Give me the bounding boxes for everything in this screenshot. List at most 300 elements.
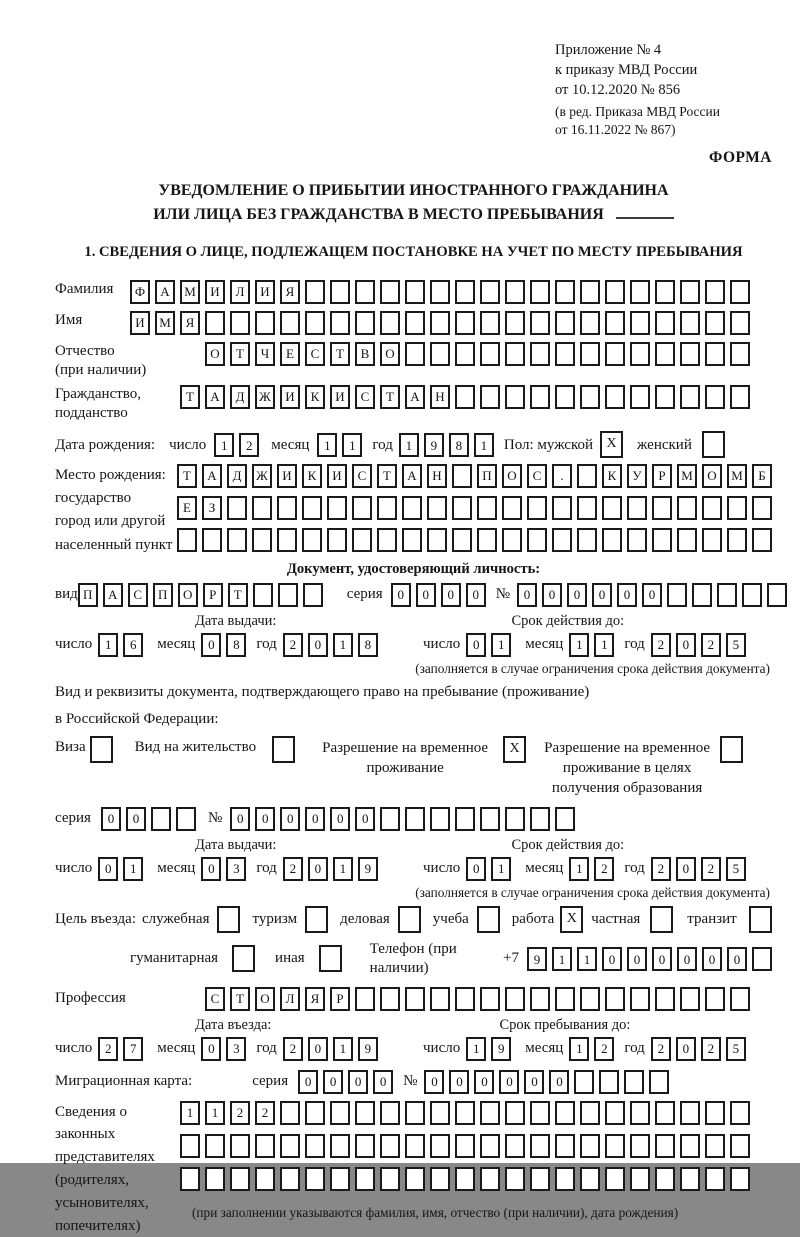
firstname-char-box[interactable] (680, 311, 700, 335)
citizenship-char-box[interactable] (480, 385, 500, 409)
stay-year-box[interactable]: 0 (676, 1037, 696, 1061)
representative-char-box[interactable] (255, 1167, 275, 1191)
purpose-humanitarian-checkbox[interactable] (232, 945, 255, 972)
birth-place-char-box[interactable]: У (627, 464, 647, 488)
profession-char-box[interactable]: С (205, 987, 225, 1011)
profession-char-box[interactable] (455, 987, 475, 1011)
doc-kind-char-box[interactable]: С (128, 583, 148, 607)
residence-number-box[interactable] (405, 807, 425, 831)
representative-char-box[interactable] (730, 1101, 750, 1125)
representative-char-box[interactable] (405, 1101, 425, 1125)
birth-place-char-box[interactable]: Т (377, 464, 397, 488)
residence-expiry-year-box[interactable]: 5 (726, 857, 746, 881)
doc-number-box[interactable]: 0 (517, 583, 537, 607)
residence-expiry-year-box[interactable]: 2 (651, 857, 671, 881)
patronymic-char-box[interactable]: В (355, 342, 375, 366)
birth-place-char-box[interactable] (277, 496, 297, 520)
birth-place-char-box[interactable]: Н (427, 464, 447, 488)
citizenship-char-box[interactable]: А (405, 385, 425, 409)
representative-char-box[interactable] (580, 1167, 600, 1191)
patronymic-char-box[interactable] (655, 342, 675, 366)
profession-char-box[interactable] (730, 987, 750, 1011)
representative-char-box[interactable] (680, 1101, 700, 1125)
residence-number-box[interactable]: 0 (355, 807, 375, 831)
citizenship-char-box[interactable]: С (355, 385, 375, 409)
temp-permit-checkbox[interactable]: X (503, 736, 526, 763)
profession-char-box[interactable]: Л (280, 987, 300, 1011)
expiry-month-box[interactable]: 1 (594, 633, 614, 657)
patronymic-char-box[interactable]: Т (230, 342, 250, 366)
expiry-year-box[interactable]: 2 (651, 633, 671, 657)
birth-place-char-box[interactable]: Т (177, 464, 197, 488)
representative-char-box[interactable] (305, 1134, 325, 1158)
firstname-char-box[interactable]: М (155, 311, 175, 335)
birth-place-char-box[interactable]: О (702, 464, 722, 488)
doc-kind-char-box[interactable] (303, 583, 323, 607)
migration-number-box[interactable]: 0 (499, 1070, 519, 1094)
patronymic-char-box[interactable] (730, 342, 750, 366)
purpose-business-checkbox[interactable] (398, 906, 421, 933)
representative-char-box[interactable] (580, 1101, 600, 1125)
entry-year-box[interactable]: 9 (358, 1037, 378, 1061)
birth-place-char-box[interactable]: М (727, 464, 747, 488)
residence-number-box[interactable] (480, 807, 500, 831)
birth-place-char-box[interactable] (327, 528, 347, 552)
firstname-char-box[interactable] (205, 311, 225, 335)
birth-place-char-box[interactable] (402, 528, 422, 552)
patronymic-char-box[interactable] (480, 342, 500, 366)
migration-number-box[interactable] (649, 1070, 669, 1094)
birth-place-char-box[interactable] (477, 528, 497, 552)
citizenship-char-box[interactable] (455, 385, 475, 409)
representative-char-box[interactable] (330, 1134, 350, 1158)
profession-char-box[interactable]: О (255, 987, 275, 1011)
residence-expiry-month-box[interactable]: 1 (569, 857, 589, 881)
firstname-char-box[interactable] (630, 311, 650, 335)
residence-series-box[interactable]: 0 (101, 807, 121, 831)
residence-number-box[interactable] (530, 807, 550, 831)
surname-char-box[interactable]: И (205, 280, 225, 304)
birth-place-char-box[interactable]: С (527, 464, 547, 488)
representative-char-box[interactable] (405, 1134, 425, 1158)
birth-place-char-box[interactable] (502, 528, 522, 552)
birth-place-char-box[interactable] (552, 496, 572, 520)
stay-day-box[interactable]: 1 (466, 1037, 486, 1061)
firstname-char-box[interactable] (305, 311, 325, 335)
edu-permit-checkbox[interactable] (720, 736, 743, 763)
birth-place-char-box[interactable] (602, 496, 622, 520)
residence-series-box[interactable]: 0 (126, 807, 146, 831)
representative-char-box[interactable] (705, 1101, 725, 1125)
phone-digit-box[interactable]: 0 (652, 947, 672, 971)
surname-char-box[interactable] (705, 280, 725, 304)
birth-place-char-box[interactable] (752, 496, 772, 520)
profession-char-box[interactable] (505, 987, 525, 1011)
surname-char-box[interactable] (530, 280, 550, 304)
birth-place-char-box[interactable] (452, 464, 472, 488)
migration-number-box[interactable]: 0 (524, 1070, 544, 1094)
citizenship-char-box[interactable] (655, 385, 675, 409)
surname-char-box[interactable] (555, 280, 575, 304)
profession-char-box[interactable]: Р (330, 987, 350, 1011)
doc-number-box[interactable] (767, 583, 787, 607)
citizenship-char-box[interactable] (730, 385, 750, 409)
birth-place-char-box[interactable] (727, 496, 747, 520)
representative-char-box[interactable] (480, 1167, 500, 1191)
residence-number-box[interactable]: 0 (305, 807, 325, 831)
firstname-char-box[interactable]: И (130, 311, 150, 335)
representative-char-box[interactable] (655, 1167, 675, 1191)
doc-kind-char-box[interactable] (278, 583, 298, 607)
residence-number-box[interactable]: 0 (255, 807, 275, 831)
firstname-char-box[interactable] (330, 311, 350, 335)
patronymic-char-box[interactable]: О (380, 342, 400, 366)
doc-series-box[interactable]: 0 (416, 583, 436, 607)
migration-number-box[interactable]: 0 (474, 1070, 494, 1094)
representative-char-box[interactable] (330, 1167, 350, 1191)
doc-kind-char-box[interactable]: Т (228, 583, 248, 607)
doc-kind-char-box[interactable]: П (153, 583, 173, 607)
doc-number-box[interactable] (717, 583, 737, 607)
migration-series-box[interactable]: 0 (323, 1070, 343, 1094)
migration-series-box[interactable]: 0 (348, 1070, 368, 1094)
representative-char-box[interactable] (655, 1134, 675, 1158)
entry-year-box[interactable]: 0 (308, 1037, 328, 1061)
citizenship-char-box[interactable]: Т (180, 385, 200, 409)
patronymic-char-box[interactable] (630, 342, 650, 366)
profession-char-box[interactable] (405, 987, 425, 1011)
sex-male-checkbox[interactable]: X (600, 431, 623, 458)
surname-char-box[interactable] (330, 280, 350, 304)
representative-char-box[interactable] (430, 1134, 450, 1158)
firstname-char-box[interactable] (405, 311, 425, 335)
representative-char-box[interactable] (205, 1134, 225, 1158)
representative-char-box[interactable] (230, 1167, 250, 1191)
firstname-char-box[interactable] (605, 311, 625, 335)
residence-series-box[interactable] (176, 807, 196, 831)
residence-number-box[interactable] (430, 807, 450, 831)
citizenship-char-box[interactable]: Н (430, 385, 450, 409)
phone-digit-box[interactable]: 0 (727, 947, 747, 971)
representative-char-box[interactable] (355, 1101, 375, 1125)
purpose-other-checkbox[interactable] (319, 945, 342, 972)
birth-place-char-box[interactable] (452, 496, 472, 520)
patronymic-char-box[interactable] (680, 342, 700, 366)
firstname-char-box[interactable] (655, 311, 675, 335)
representative-char-box[interactable] (530, 1167, 550, 1191)
stay-year-box[interactable]: 5 (726, 1037, 746, 1061)
surname-char-box[interactable]: Я (280, 280, 300, 304)
profession-char-box[interactable] (705, 987, 725, 1011)
doc-number-box[interactable]: 0 (592, 583, 612, 607)
birth-day-box[interactable]: 2 (239, 433, 259, 457)
profession-char-box[interactable] (655, 987, 675, 1011)
birth-place-char-box[interactable] (252, 496, 272, 520)
residence-expiry-day-box[interactable]: 0 (466, 857, 486, 881)
purpose-tourism-checkbox[interactable] (305, 906, 328, 933)
birth-place-char-box[interactable]: А (402, 464, 422, 488)
representative-char-box[interactable] (530, 1134, 550, 1158)
representative-char-box[interactable] (280, 1134, 300, 1158)
surname-char-box[interactable] (305, 280, 325, 304)
surname-char-box[interactable] (730, 280, 750, 304)
citizenship-char-box[interactable] (705, 385, 725, 409)
issue-year-box[interactable]: 1 (333, 633, 353, 657)
expiry-year-box[interactable]: 5 (726, 633, 746, 657)
phone-digit-box[interactable]: 0 (602, 947, 622, 971)
visa-checkbox[interactable] (90, 736, 113, 763)
representative-char-box[interactable] (705, 1167, 725, 1191)
patronymic-char-box[interactable] (405, 342, 425, 366)
birth-place-char-box[interactable] (427, 528, 447, 552)
phone-digit-box[interactable] (752, 947, 772, 971)
profession-char-box[interactable]: Я (305, 987, 325, 1011)
representative-char-box[interactable] (480, 1134, 500, 1158)
doc-kind-char-box[interactable]: Р (203, 583, 223, 607)
residence-issue-year-box[interactable]: 0 (308, 857, 328, 881)
representative-char-box[interactable] (355, 1167, 375, 1191)
surname-char-box[interactable] (505, 280, 525, 304)
birth-place-char-box[interactable] (177, 528, 197, 552)
migration-number-box[interactable] (624, 1070, 644, 1094)
representative-char-box[interactable] (605, 1101, 625, 1125)
representative-char-box[interactable] (405, 1167, 425, 1191)
residence-number-box[interactable] (455, 807, 475, 831)
birth-place-char-box[interactable] (552, 528, 572, 552)
doc-number-box[interactable] (667, 583, 687, 607)
patronymic-char-box[interactable] (530, 342, 550, 366)
residence-permit-checkbox[interactable] (272, 736, 295, 763)
citizenship-char-box[interactable] (630, 385, 650, 409)
phone-digit-box[interactable]: 1 (552, 947, 572, 971)
birth-place-char-box[interactable] (302, 496, 322, 520)
representative-char-box[interactable] (455, 1134, 475, 1158)
birth-place-char-box[interactable]: А (202, 464, 222, 488)
birth-place-char-box[interactable]: И (277, 464, 297, 488)
birth-place-char-box[interactable] (377, 528, 397, 552)
representative-char-box[interactable] (655, 1101, 675, 1125)
stay-month-box[interactable]: 2 (594, 1037, 614, 1061)
birth-year-box[interactable]: 1 (399, 433, 419, 457)
birth-place-char-box[interactable] (277, 528, 297, 552)
representative-char-box[interactable] (380, 1167, 400, 1191)
birth-month-box[interactable]: 1 (317, 433, 337, 457)
birth-place-char-box[interactable] (377, 496, 397, 520)
birth-place-char-box[interactable] (577, 528, 597, 552)
doc-series-box[interactable]: 0 (466, 583, 486, 607)
patronymic-char-box[interactable]: Е (280, 342, 300, 366)
birth-place-char-box[interactable] (352, 496, 372, 520)
stay-month-box[interactable]: 1 (569, 1037, 589, 1061)
profession-char-box[interactable] (630, 987, 650, 1011)
representative-char-box[interactable] (180, 1167, 200, 1191)
representative-char-box[interactable] (580, 1134, 600, 1158)
residence-issue-day-box[interactable]: 0 (98, 857, 118, 881)
surname-char-box[interactable] (355, 280, 375, 304)
representative-char-box[interactable] (730, 1167, 750, 1191)
doc-kind-char-box[interactable]: А (103, 583, 123, 607)
citizenship-char-box[interactable] (555, 385, 575, 409)
representative-char-box[interactable] (205, 1167, 225, 1191)
patronymic-char-box[interactable]: С (305, 342, 325, 366)
doc-number-box[interactable] (692, 583, 712, 607)
birth-place-char-box[interactable] (702, 496, 722, 520)
purpose-work-checkbox[interactable]: X (560, 906, 583, 933)
issue-day-box[interactable]: 6 (123, 633, 143, 657)
birth-place-char-box[interactable] (502, 496, 522, 520)
birth-place-char-box[interactable] (677, 496, 697, 520)
representative-char-box[interactable] (455, 1101, 475, 1125)
issue-year-box[interactable]: 8 (358, 633, 378, 657)
representative-char-box[interactable] (505, 1134, 525, 1158)
birth-place-char-box[interactable] (727, 528, 747, 552)
representative-char-box[interactable] (505, 1101, 525, 1125)
representative-char-box[interactable] (555, 1167, 575, 1191)
firstname-char-box[interactable] (455, 311, 475, 335)
representative-char-box[interactable]: 1 (205, 1101, 225, 1125)
doc-kind-char-box[interactable] (253, 583, 273, 607)
stay-year-box[interactable]: 2 (651, 1037, 671, 1061)
birth-day-box[interactable]: 1 (214, 433, 234, 457)
firstname-char-box[interactable] (430, 311, 450, 335)
birth-year-box[interactable]: 8 (449, 433, 469, 457)
representative-char-box[interactable] (430, 1167, 450, 1191)
profession-char-box[interactable] (580, 987, 600, 1011)
surname-char-box[interactable] (630, 280, 650, 304)
entry-month-box[interactable]: 0 (201, 1037, 221, 1061)
migration-number-box[interactable]: 0 (549, 1070, 569, 1094)
patronymic-char-box[interactable] (430, 342, 450, 366)
birth-place-char-box[interactable] (352, 528, 372, 552)
expiry-day-box[interactable]: 0 (466, 633, 486, 657)
entry-year-box[interactable]: 1 (333, 1037, 353, 1061)
birth-place-char-box[interactable] (327, 496, 347, 520)
birth-place-char-box[interactable] (227, 496, 247, 520)
residence-number-box[interactable]: 0 (230, 807, 250, 831)
birth-place-char-box[interactable]: Е (177, 496, 197, 520)
expiry-month-box[interactable]: 1 (569, 633, 589, 657)
profession-char-box[interactable]: Т (230, 987, 250, 1011)
patronymic-char-box[interactable]: Т (330, 342, 350, 366)
birth-place-char-box[interactable] (702, 528, 722, 552)
representative-char-box[interactable] (630, 1101, 650, 1125)
birth-place-char-box[interactable]: . (552, 464, 572, 488)
representative-char-box[interactable] (605, 1134, 625, 1158)
birth-place-char-box[interactable] (602, 528, 622, 552)
birth-place-char-box[interactable] (652, 528, 672, 552)
birth-place-char-box[interactable] (252, 528, 272, 552)
birth-place-char-box[interactable] (577, 496, 597, 520)
birth-place-char-box[interactable]: К (602, 464, 622, 488)
firstname-char-box[interactable] (580, 311, 600, 335)
birth-place-char-box[interactable] (627, 496, 647, 520)
doc-number-box[interactable]: 0 (617, 583, 637, 607)
birth-place-char-box[interactable] (302, 528, 322, 552)
profession-char-box[interactable] (380, 987, 400, 1011)
representative-char-box[interactable] (480, 1101, 500, 1125)
doc-number-box[interactable]: 0 (567, 583, 587, 607)
surname-char-box[interactable] (655, 280, 675, 304)
purpose-transit-checkbox[interactable] (749, 906, 772, 933)
patronymic-char-box[interactable] (555, 342, 575, 366)
issue-month-box[interactable]: 0 (201, 633, 221, 657)
representative-char-box[interactable] (680, 1134, 700, 1158)
birth-place-char-box[interactable] (227, 528, 247, 552)
citizenship-char-box[interactable]: И (330, 385, 350, 409)
residence-number-box[interactable] (380, 807, 400, 831)
representative-char-box[interactable] (305, 1101, 325, 1125)
firstname-char-box[interactable] (480, 311, 500, 335)
profession-char-box[interactable] (555, 987, 575, 1011)
entry-day-box[interactable]: 2 (98, 1037, 118, 1061)
representative-char-box[interactable] (730, 1134, 750, 1158)
surname-char-box[interactable] (455, 280, 475, 304)
profession-char-box[interactable] (430, 987, 450, 1011)
patronymic-char-box[interactable]: О (205, 342, 225, 366)
residence-number-box[interactable] (555, 807, 575, 831)
migration-number-box[interactable]: 0 (424, 1070, 444, 1094)
birth-place-char-box[interactable]: М (677, 464, 697, 488)
birth-place-char-box[interactable]: Р (652, 464, 672, 488)
firstname-char-box[interactable] (355, 311, 375, 335)
firstname-char-box[interactable] (230, 311, 250, 335)
migration-number-box[interactable] (574, 1070, 594, 1094)
residence-issue-month-box[interactable]: 0 (201, 857, 221, 881)
representative-char-box[interactable] (380, 1101, 400, 1125)
residence-issue-day-box[interactable]: 1 (123, 857, 143, 881)
surname-char-box[interactable]: Л (230, 280, 250, 304)
patronymic-char-box[interactable] (705, 342, 725, 366)
surname-char-box[interactable] (405, 280, 425, 304)
profession-char-box[interactable] (480, 987, 500, 1011)
birth-place-char-box[interactable] (752, 528, 772, 552)
birth-place-char-box[interactable]: К (302, 464, 322, 488)
citizenship-char-box[interactable] (605, 385, 625, 409)
residence-issue-year-box[interactable]: 2 (283, 857, 303, 881)
doc-number-box[interactable] (742, 583, 762, 607)
citizenship-char-box[interactable]: А (205, 385, 225, 409)
doc-kind-char-box[interactable]: П (78, 583, 98, 607)
residence-number-box[interactable] (505, 807, 525, 831)
phone-digit-box[interactable]: 9 (527, 947, 547, 971)
issue-year-box[interactable]: 0 (308, 633, 328, 657)
representative-char-box[interactable]: 1 (180, 1101, 200, 1125)
birth-place-char-box[interactable] (652, 496, 672, 520)
birth-place-char-box[interactable] (452, 528, 472, 552)
doc-kind-char-box[interactable]: О (178, 583, 198, 607)
birth-place-char-box[interactable]: С (352, 464, 372, 488)
birth-year-box[interactable]: 1 (474, 433, 494, 457)
firstname-char-box[interactable] (730, 311, 750, 335)
birth-place-char-box[interactable] (677, 528, 697, 552)
representative-char-box[interactable] (680, 1167, 700, 1191)
issue-day-box[interactable]: 1 (98, 633, 118, 657)
representative-char-box[interactable] (505, 1167, 525, 1191)
representative-char-box[interactable] (530, 1101, 550, 1125)
firstname-char-box[interactable] (555, 311, 575, 335)
firstname-char-box[interactable] (705, 311, 725, 335)
issue-year-box[interactable]: 2 (283, 633, 303, 657)
citizenship-char-box[interactable] (530, 385, 550, 409)
representative-char-box[interactable] (355, 1134, 375, 1158)
citizenship-char-box[interactable]: К (305, 385, 325, 409)
residence-number-box[interactable]: 0 (280, 807, 300, 831)
expiry-year-box[interactable]: 2 (701, 633, 721, 657)
birth-place-char-box[interactable]: З (202, 496, 222, 520)
surname-char-box[interactable]: А (155, 280, 175, 304)
representative-char-box[interactable] (630, 1134, 650, 1158)
surname-char-box[interactable]: Ф (130, 280, 150, 304)
